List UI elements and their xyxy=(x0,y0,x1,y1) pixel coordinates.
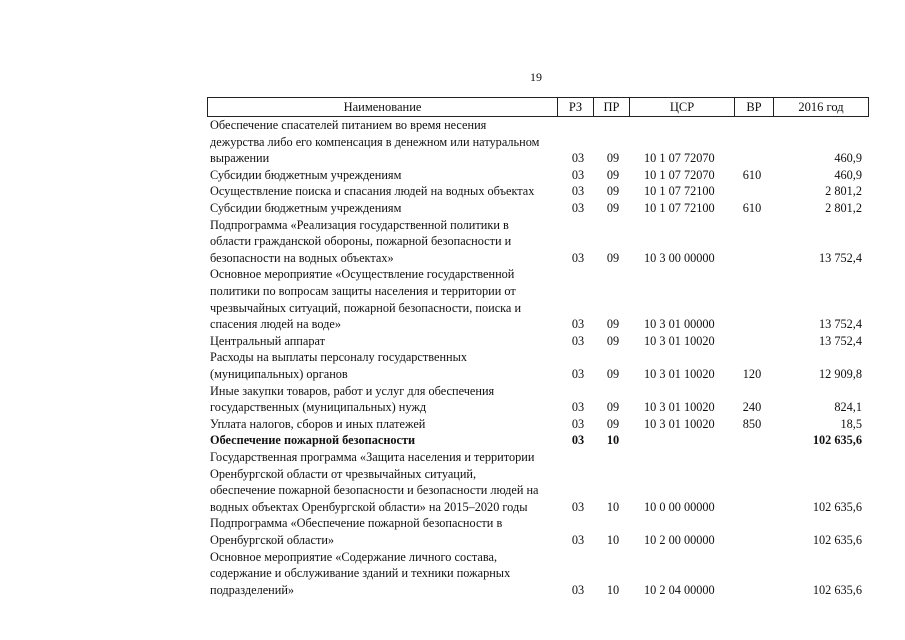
row-rz: 03 xyxy=(571,201,585,215)
row-csr: 10 1 07 72070 xyxy=(644,151,715,166)
row-vr: 240 xyxy=(742,400,762,415)
row-pr: 09 xyxy=(606,250,620,265)
row-name-line: государственных (муниципальных) нужд xyxy=(210,400,427,415)
row-name xyxy=(210,183,555,200)
row-rz: 03 xyxy=(571,167,585,182)
row-csr: 10 3 01 10020 xyxy=(644,333,715,348)
row-name-line: Оренбургской области» xyxy=(210,532,335,547)
row-pr: 09 xyxy=(606,366,620,381)
row-name-line: Подпрограмма «Реализация государственной политики в xyxy=(210,217,509,232)
row-amount: 18,5 xyxy=(840,416,862,431)
row-vr: 610 xyxy=(742,201,762,215)
row-amount: 13 752,4 xyxy=(818,317,862,332)
row-rz: 03 xyxy=(571,499,585,514)
row-name-line: Субсидии бюджетным учреждениям xyxy=(210,201,402,215)
row-csr: 10 3 01 10020 xyxy=(644,400,715,415)
row-name-line: Обеспечение спасателей питанием во время несения xyxy=(210,118,487,132)
row-rz: 03 xyxy=(571,400,585,415)
row-name-line: Подпрограмма «Обеспечение пожарной безопасности в xyxy=(210,516,503,531)
header-pr: ПР xyxy=(594,98,630,116)
row-pr: 09 xyxy=(606,201,620,215)
row-amount: 13 752,4 xyxy=(818,333,862,348)
row-csr: 10 2 04 00000 xyxy=(644,582,715,597)
header-vr: ВР xyxy=(735,98,774,116)
row-vr: 850 xyxy=(742,416,762,431)
row-name-line: безопасности на водных объектах» xyxy=(210,250,394,265)
header-name: Наименование xyxy=(208,98,558,116)
row-pr: 09 xyxy=(606,333,620,348)
row-csr: 10 1 07 72100 xyxy=(644,201,715,215)
row-pr: 09 xyxy=(606,416,620,431)
row-amount: 102 635,6 xyxy=(812,532,862,547)
row-vr: 610 xyxy=(742,167,762,182)
row-name-line: области гражданской обороны, пожарной безопасности и xyxy=(210,234,512,249)
row-rz: 03 xyxy=(571,250,585,265)
row-name xyxy=(210,200,555,217)
row-amount: 102 635,6 xyxy=(812,433,862,448)
row-name-line: Государственная программа «Защита населения и территории xyxy=(210,450,535,464)
row-rz: 03 xyxy=(571,333,585,348)
row-name-line: подразделений» xyxy=(210,582,295,597)
page-number: 19 xyxy=(530,70,542,84)
row-name xyxy=(210,349,555,382)
row-csr: 10 3 01 00000 xyxy=(644,317,715,332)
row-name xyxy=(210,515,555,548)
row-pr: 10 xyxy=(606,532,620,547)
row-amount: 13 752,4 xyxy=(818,250,862,265)
row-csr: 10 1 07 72100 xyxy=(644,184,715,199)
row-rz: 03 xyxy=(571,582,585,597)
row-csr: 10 3 00 00000 xyxy=(644,250,715,265)
row-amount: 2 801,2 xyxy=(825,201,862,215)
row-pr: 09 xyxy=(606,167,620,182)
row-rz: 03 xyxy=(571,366,585,381)
row-csr: 10 3 01 10020 xyxy=(644,416,715,431)
row-name-line: Уплата налогов, сборов и иных платежей xyxy=(210,416,426,431)
row-name-line: Иные закупки товаров, работ и услуг для обеспечения xyxy=(210,383,495,398)
row-name-line: выражении xyxy=(210,151,270,166)
row-name xyxy=(210,416,555,433)
row-name-line: Субсидии бюджетным учреждениям xyxy=(210,167,402,182)
row-pr: 09 xyxy=(606,184,620,199)
row-name-line: Осуществление поиска и спасания людей на водных объектах xyxy=(210,184,535,199)
row-name-line: Оренбургской области от чрезвычайных ситуаций, xyxy=(210,466,477,481)
row-rz: 03 xyxy=(571,433,585,448)
header-csr: ЦСР xyxy=(630,98,735,116)
row-name-line: водных объектах Оренбургской области» на 2015–2020 годы xyxy=(210,499,528,514)
row-amount: 12 909,8 xyxy=(818,366,862,381)
header-rz: РЗ xyxy=(558,98,594,116)
row-name xyxy=(210,432,555,449)
row-pr: 09 xyxy=(606,151,620,166)
row-name-line: Основное мероприятие «Содержание личного состава, xyxy=(210,549,498,564)
row-name-line: (муниципальных) органов xyxy=(210,366,348,381)
row-csr: 10 0 00 00000 xyxy=(644,499,715,514)
row-name xyxy=(210,549,555,599)
row-csr: 10 1 07 72070 xyxy=(644,167,715,182)
row-amount: 824,1 xyxy=(834,400,862,415)
row-name-line: Основное мероприятие «Осуществление государственной xyxy=(210,267,515,282)
row-vr: 120 xyxy=(742,366,762,381)
row-name-line: политики по вопросам защиты населения и территории от xyxy=(210,283,516,298)
row-csr: 10 3 01 10020 xyxy=(644,366,715,381)
row-csr: 10 2 00 00000 xyxy=(644,532,715,547)
row-rz: 03 xyxy=(571,532,585,547)
row-name-line: содержание и обслуживание зданий и техники пожарных xyxy=(210,566,511,581)
row-pr: 10 xyxy=(606,582,620,597)
row-amount: 460,9 xyxy=(834,167,862,182)
row-name xyxy=(210,217,555,267)
row-amount: 2 801,2 xyxy=(825,184,862,199)
row-name xyxy=(210,333,555,350)
row-name-line: обеспечение пожарной безопасности и безопасности людей на xyxy=(210,483,539,498)
row-pr: 10 xyxy=(606,499,620,514)
row-pr: 10 xyxy=(606,433,620,448)
row-name xyxy=(210,449,555,515)
row-rz: 03 xyxy=(571,416,585,431)
row-pr: 09 xyxy=(606,400,620,415)
row-name xyxy=(210,383,555,416)
row-name-line: спасения людей на воде» xyxy=(210,317,342,332)
row-name-line: Обеспечение пожарной безопасности xyxy=(210,433,416,448)
row-name xyxy=(210,266,555,332)
row-pr: 09 xyxy=(606,317,620,332)
row-amount: 102 635,6 xyxy=(812,499,862,514)
row-rz: 03 xyxy=(571,184,585,199)
row-rz: 03 xyxy=(571,151,585,166)
header-year: 2016 год xyxy=(798,100,844,114)
row-amount: 460,9 xyxy=(834,151,862,166)
table-header xyxy=(207,97,869,117)
row-name-line: чрезвычайных ситуаций, пожарной безопасности, поиска и xyxy=(210,300,522,315)
row-name xyxy=(210,117,555,167)
row-name xyxy=(210,167,555,184)
row-name-line: дежурства либо его компенсация в денежном или натуральном xyxy=(210,134,540,149)
row-name-line: Расходы на выплаты персоналу государственных xyxy=(210,350,468,365)
row-rz: 03 xyxy=(571,317,585,332)
row-amount: 102 635,6 xyxy=(812,582,862,597)
row-name-line: Центральный аппарат xyxy=(210,333,325,348)
